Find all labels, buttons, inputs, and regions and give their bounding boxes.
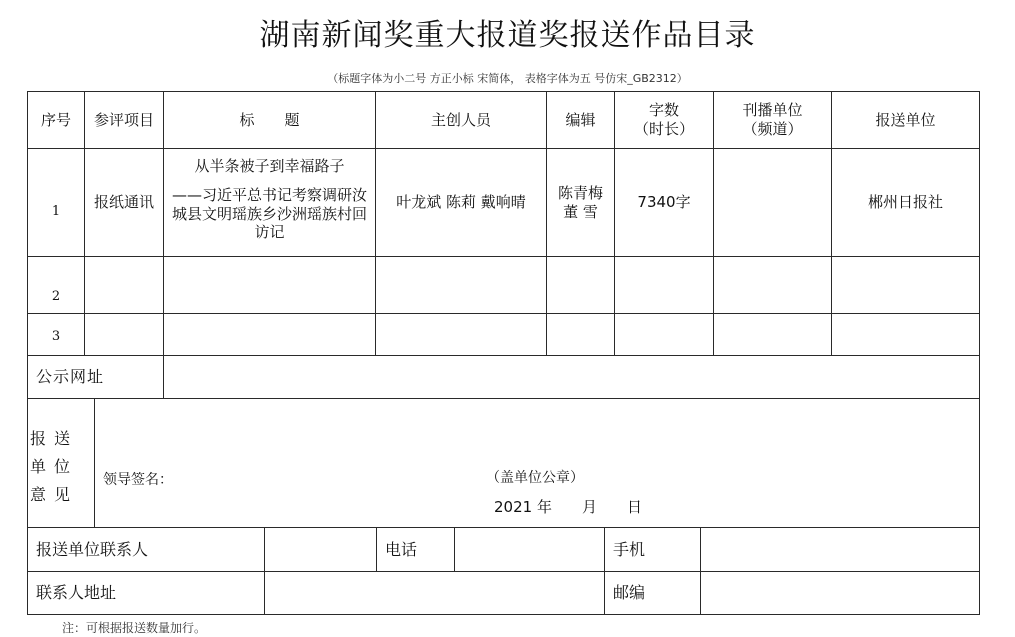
row1-title-main: 从半条被子到幸福路子 [194,157,345,175]
row1-editor-line1: 陈青梅 [557,183,603,202]
row1-seq: 1 [51,204,61,220]
row1-category: 报纸通讯 [93,193,154,212]
row3-seq: 3 [51,329,61,345]
opinion-label-line2: 单位 [30,457,79,476]
phone-label: 电话 [385,539,418,559]
row1-wordcount: 7340字 [637,193,691,212]
opinion-label-line3: 意见 [30,485,79,504]
header-wordcount [615,92,713,148]
mobile-label: 手机 [613,539,646,559]
row1-editor [547,149,614,256]
row1-title [164,149,375,256]
header-publisher-line2: （频道） [742,120,803,138]
header-wordcount-line1: 字数 [648,101,679,120]
row1-title-sub: ——习近平总书记考察调研汝城县文明瑶族乡沙洲瑶族村回访记 [171,185,367,242]
header-seq: 序号 [40,110,71,129]
row2-seq: 2 [51,288,61,304]
public-url-value[interactable] [164,356,979,398]
header-submitter: 报送单位 [875,110,936,129]
signature-label: 领导签名： [103,472,173,489]
document-subtitle: （标题字体为小二号 方正小标 宋简体， 表格字体为五 号仿宋_GB2312） [327,72,688,85]
header-creators: 主创人员 [430,110,491,129]
date-text: 2021 年 月 日 [494,497,642,516]
header-wordcount-line2: （时长） [633,120,694,138]
header-category: 参评项目 [93,110,154,129]
row1-publisher [714,149,831,256]
header-publisher-line1: 刊播单位 [742,101,803,120]
header-publisher [714,92,831,148]
contact-person-label: 报送单位联系人 [36,539,149,559]
public-url-label: 公示网址 [36,367,105,386]
opinion-label [30,425,90,509]
address-label: 联系人地址 [36,583,117,602]
row1-editor-line2: 董 雪 [563,202,598,221]
seal-text: （盖单位公章） [486,470,584,487]
footnote: 注：可根据报送数量加行。 [62,621,207,635]
postcode-label: 邮编 [613,583,646,602]
row1-submitter: 郴州日报社 [867,193,943,212]
row1-creators: 叶龙斌 陈莉 戴响晴 [396,193,526,212]
opinion-label-line1: 报送 [30,429,79,448]
document-title: 湖南新闻奖重大报道奖报送作品目录 [259,18,756,53]
header-title: 标 题 [239,110,300,129]
header-editor: 编辑 [565,110,596,129]
